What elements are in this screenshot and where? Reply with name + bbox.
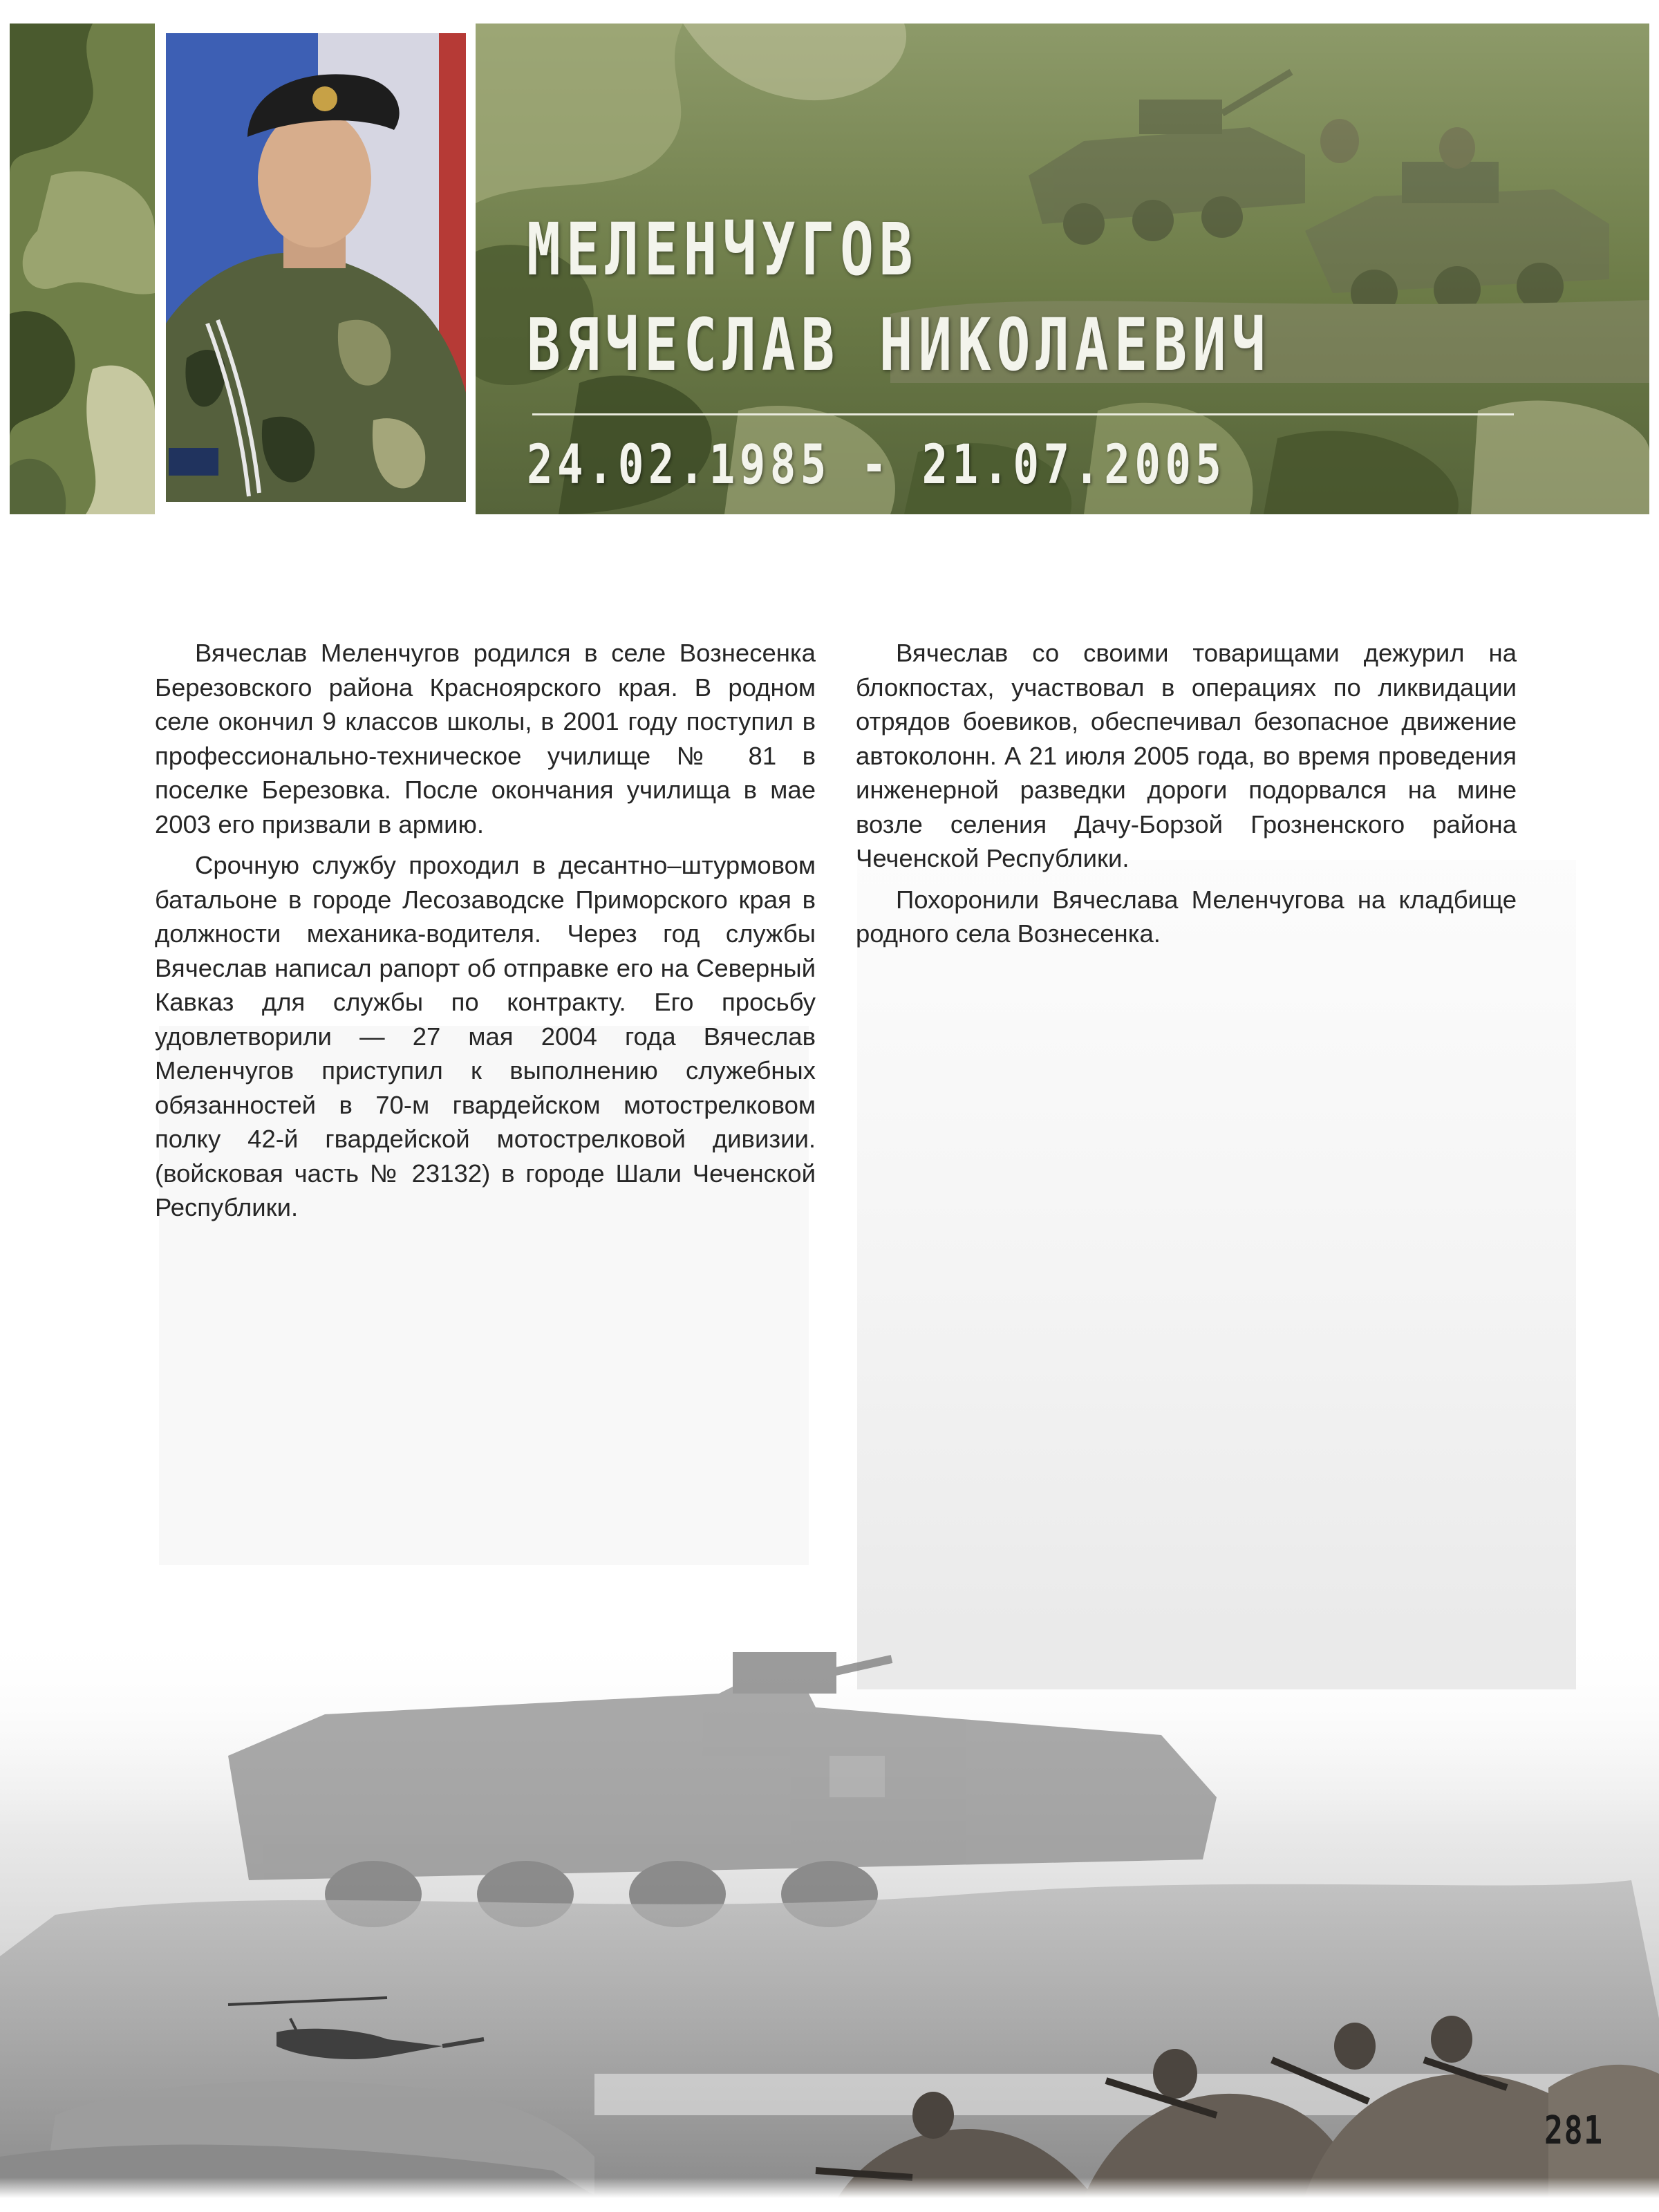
left-text-column (155, 636, 816, 1225)
portrait-photo (163, 30, 469, 505)
given-names-heading: ВЯЧЕСЛАВ НИКОЛАЕВИЧ (527, 303, 1271, 387)
life-dates: 24.02.1985 - 21.07.2005 (527, 434, 1226, 496)
page-number: 281 (1544, 2108, 1604, 2153)
paragraph: Вячеслав со своими товарищами дежурил на блокпостах, участвовал в операциях по ликвидации отрядов боевиков, обеспечивал безопасное движение автоколонн. А 21 июля 2005 года, во время проведения инженерной разведки дороги подорвался на мине возле селения Дачу-Борзой Грозненского района Чеченской Республики. (856, 639, 1517, 872)
camouflage-strip (10, 24, 155, 514)
paragraph: Вячеслав Меленчугов родился в селе Вознесенка Березовского района Красноярского края. В родном селе окончил 9 классов школы, в 2001 году поступил в профессионально-техническое училище № 81 в поселке Березовка. После окончания училища в мае 2003 его призвали в армию. (155, 639, 816, 838)
surname-heading: МЕЛЕНЧУГОВ (527, 207, 919, 292)
title-divider (532, 413, 1514, 415)
bottom-photo-collage (0, 1631, 1659, 2212)
right-text-column (856, 636, 1517, 951)
paragraph: Срочную службу проходил в десантно–штурмовом батальоне в городе Лесозаводске Приморского края в должности механика-водителя. Через год службы Вячеслав написал рапорт об отправке его на Северный Кавказ для службы по контракту. Его просьбу удовлетворили — 27 мая 2004 года Вячеслав Меленчугов приступил к выполнению служебных обязанностей в 70-м гвардейском мотострелковом полку 42-й гвардейской мотострелковой дивизии. (войсковая часть № 23132) в городе Шали Чеченской Республики. (155, 851, 816, 1221)
paragraph: Похоронили Вячеслава Меленчугова на кладбище родного села Вознесенка. (856, 885, 1517, 948)
page-edge (0, 2177, 1659, 2212)
